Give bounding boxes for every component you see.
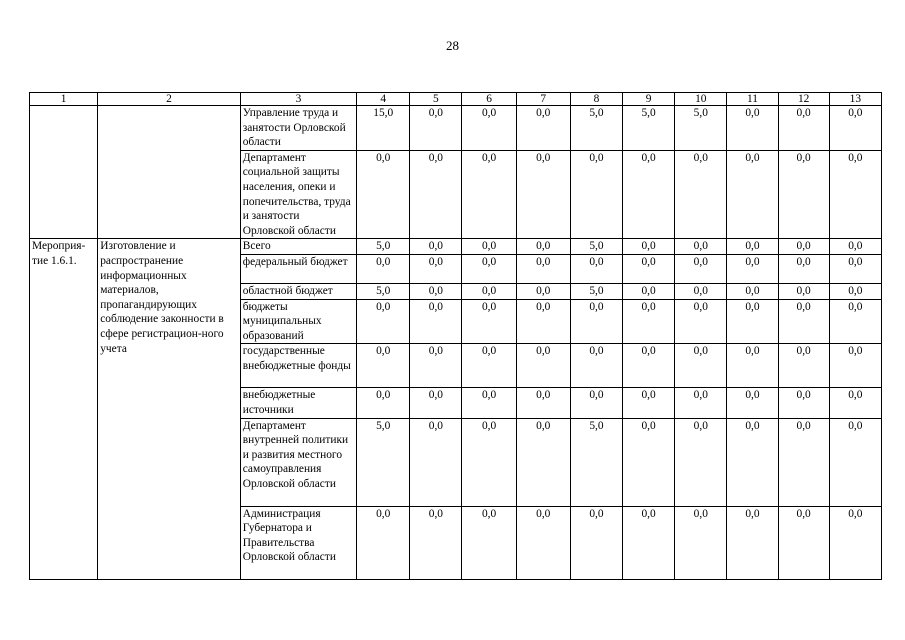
value-cell: 0,0 <box>778 239 829 255</box>
value-cell: 0,0 <box>675 299 727 344</box>
value-cell: 0,0 <box>462 506 516 579</box>
value-cell: 0,0 <box>675 239 727 255</box>
value-cell: 0,0 <box>516 299 570 344</box>
value-cell: 0,0 <box>570 299 622 344</box>
value-cell: 0,0 <box>675 344 727 388</box>
value-cell: 0,0 <box>357 254 410 283</box>
value-cell: 0,0 <box>570 150 622 239</box>
value-cell: 0,0 <box>410 388 462 418</box>
value-cell: 5,0 <box>623 106 675 151</box>
value-cell: 0,0 <box>462 150 516 239</box>
value-cell: 0,0 <box>410 254 462 283</box>
value-cell: 0,0 <box>410 418 462 506</box>
value-cell: 0,0 <box>727 283 778 299</box>
value-cell: 0,0 <box>727 254 778 283</box>
value-cell: 0,0 <box>623 254 675 283</box>
value-cell: 0,0 <box>462 283 516 299</box>
value-cell: 0,0 <box>727 388 778 418</box>
value-cell: 0,0 <box>357 388 410 418</box>
value-cell: 5,0 <box>570 239 622 255</box>
column-number-header: 2 <box>98 93 241 106</box>
value-cell: 0,0 <box>778 299 829 344</box>
value-cell: 0,0 <box>675 418 727 506</box>
value-cell: 0,0 <box>462 418 516 506</box>
measure-code-cell <box>30 106 98 239</box>
column-number-header: 6 <box>462 93 516 106</box>
value-cell: 0,0 <box>462 254 516 283</box>
value-cell: 0,0 <box>623 239 675 255</box>
measure-code-cell: Мероприя-тие 1.6.1. <box>30 239 98 579</box>
value-cell: 0,0 <box>778 106 829 151</box>
value-cell: 0,0 <box>778 506 829 579</box>
value-cell: 0,0 <box>829 239 881 255</box>
value-cell: 0,0 <box>829 254 881 283</box>
value-cell: 0,0 <box>778 283 829 299</box>
measure-name-cell <box>98 106 241 239</box>
value-cell: 0,0 <box>357 150 410 239</box>
value-cell: 5,0 <box>570 106 622 151</box>
value-cell: 5,0 <box>357 283 410 299</box>
table-row <box>30 239 882 255</box>
funding-source-label: бюджеты муниципальных образований <box>240 299 356 344</box>
value-cell: 0,0 <box>675 283 727 299</box>
value-cell: 0,0 <box>410 106 462 151</box>
value-cell: 0,0 <box>410 506 462 579</box>
value-cell: 0,0 <box>516 239 570 255</box>
column-number-header: 4 <box>357 93 410 106</box>
funding-source-label: Департамент социальной защиты населения, опеки и попечительства, труда и занятости Орловской области <box>240 150 356 239</box>
budget-table <box>29 92 882 580</box>
value-cell: 0,0 <box>623 150 675 239</box>
value-cell: 0,0 <box>462 239 516 255</box>
value-cell: 0,0 <box>357 506 410 579</box>
column-number-header: 9 <box>623 93 675 106</box>
value-cell: 0,0 <box>829 506 881 579</box>
value-cell: 5,0 <box>570 418 622 506</box>
value-cell: 0,0 <box>829 388 881 418</box>
value-cell: 0,0 <box>727 506 778 579</box>
value-cell: 0,0 <box>516 254 570 283</box>
funding-source-label: Администрация Губернатора и Правительства Орловской области <box>240 506 356 579</box>
column-number-header: 11 <box>727 93 778 106</box>
column-number-header: 13 <box>829 93 881 106</box>
value-cell: 0,0 <box>516 344 570 388</box>
value-cell: 0,0 <box>727 344 778 388</box>
funding-source-label: внебюджетные источники <box>240 388 356 418</box>
value-cell: 0,0 <box>727 418 778 506</box>
value-cell: 0,0 <box>623 299 675 344</box>
value-cell: 0,0 <box>829 344 881 388</box>
measure-name-cell: Изготовление и распространение информационных материалов, пропагандирующих соблюдение законности в сфере регистрацион-ного учета <box>98 239 241 579</box>
value-cell: 0,0 <box>462 388 516 418</box>
value-cell: 0,0 <box>410 283 462 299</box>
column-number-header-row <box>30 93 882 106</box>
funding-source-label: государственные внебюджетные фонды <box>240 344 356 388</box>
value-cell: 0,0 <box>410 239 462 255</box>
value-cell: 0,0 <box>778 150 829 239</box>
value-cell: 0,0 <box>829 150 881 239</box>
column-number-header: 12 <box>778 93 829 106</box>
value-cell: 0,0 <box>778 344 829 388</box>
funding-source-label: Всего <box>240 239 356 255</box>
value-cell: 0,0 <box>778 254 829 283</box>
value-cell: 0,0 <box>829 283 881 299</box>
value-cell: 0,0 <box>829 106 881 151</box>
value-cell: 0,0 <box>570 254 622 283</box>
value-cell: 0,0 <box>516 283 570 299</box>
value-cell: 5,0 <box>675 106 727 151</box>
value-cell: 0,0 <box>727 106 778 151</box>
column-number-header: 1 <box>30 93 98 106</box>
value-cell: 0,0 <box>570 344 622 388</box>
value-cell: 0,0 <box>623 283 675 299</box>
value-cell: 0,0 <box>516 506 570 579</box>
funding-source-label: Управление труда и занятости Орловской области <box>240 106 356 151</box>
value-cell: 0,0 <box>778 388 829 418</box>
funding-source-label: областной бюджет <box>240 283 356 299</box>
funding-source-label: федеральный бюджет <box>240 254 356 283</box>
value-cell: 0,0 <box>675 506 727 579</box>
value-cell: 0,0 <box>462 299 516 344</box>
value-cell: 0,0 <box>623 344 675 388</box>
value-cell: 0,0 <box>778 418 829 506</box>
value-cell: 0,0 <box>516 418 570 506</box>
value-cell: 0,0 <box>462 344 516 388</box>
value-cell: 0,0 <box>516 106 570 151</box>
value-cell: 0,0 <box>410 344 462 388</box>
value-cell: 0,0 <box>410 299 462 344</box>
value-cell: 0,0 <box>675 150 727 239</box>
value-cell: 0,0 <box>727 150 778 239</box>
value-cell: 5,0 <box>357 418 410 506</box>
value-cell: 0,0 <box>357 299 410 344</box>
value-cell: 0,0 <box>357 344 410 388</box>
value-cell: 0,0 <box>516 388 570 418</box>
value-cell: 0,0 <box>410 150 462 239</box>
table-row <box>30 106 882 151</box>
value-cell: 5,0 <box>357 239 410 255</box>
column-number-header: 8 <box>570 93 622 106</box>
page-number: 28 <box>446 38 459 53</box>
column-number-header: 5 <box>410 93 462 106</box>
value-cell: 0,0 <box>462 106 516 151</box>
funding-source-label: Департамент внутренней политики и развития местного самоуправления Орловской области <box>240 418 356 506</box>
value-cell: 0,0 <box>516 150 570 239</box>
column-number-header: 7 <box>516 93 570 106</box>
value-cell: 0,0 <box>570 506 622 579</box>
value-cell: 15,0 <box>357 106 410 151</box>
value-cell: 0,0 <box>623 418 675 506</box>
value-cell: 0,0 <box>675 388 727 418</box>
value-cell: 0,0 <box>570 388 622 418</box>
value-cell: 0,0 <box>727 239 778 255</box>
value-cell: 0,0 <box>623 388 675 418</box>
value-cell: 0,0 <box>829 299 881 344</box>
value-cell: 5,0 <box>570 283 622 299</box>
column-number-header: 10 <box>675 93 727 106</box>
column-number-header: 3 <box>240 93 356 106</box>
value-cell: 0,0 <box>829 418 881 506</box>
value-cell: 0,0 <box>727 299 778 344</box>
value-cell: 0,0 <box>675 254 727 283</box>
value-cell: 0,0 <box>623 506 675 579</box>
